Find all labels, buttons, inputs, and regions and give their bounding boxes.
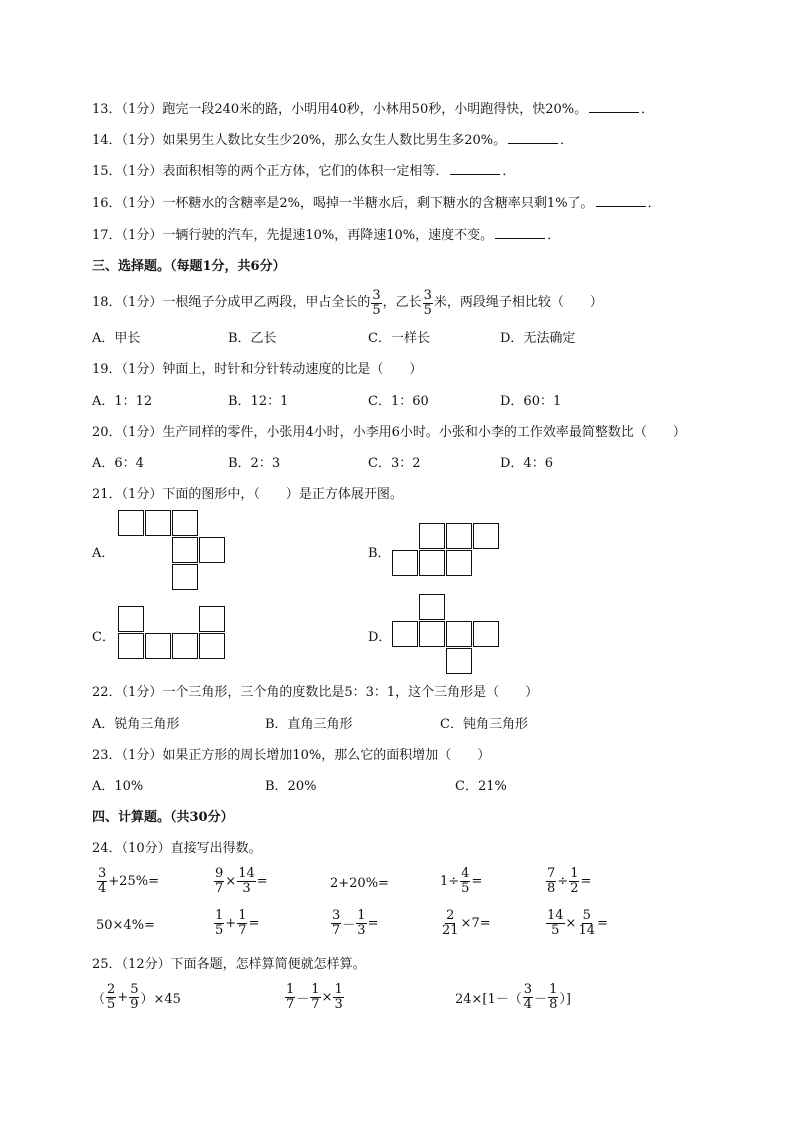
option-c[interactable]: C．1：60 <box>368 394 429 409</box>
answer-blank[interactable] <box>508 131 558 144</box>
answer-blank[interactable] <box>589 100 639 113</box>
fraction: $\frac{3}{5}$ <box>372 287 381 318</box>
option-a[interactable]: A．6：4 <box>92 456 144 471</box>
net-label-b[interactable]: B． <box>368 546 391 561</box>
section-3-heading: 三、选择题。（每题1分，共6分） <box>92 259 286 274</box>
fraction: $\frac{3}{5}$ <box>423 287 432 318</box>
question-21: 21．（1分）下面的图形中，（ ）是正方体展开图。 <box>92 487 403 502</box>
question-23: 23．（1分）如果正方形的周长增加10%，那么它的面积增加（ ） <box>92 748 491 763</box>
simplify-3: 24×[1－（ $\frac{3}{4}$ － $\frac{1}{8}$ ）] <box>455 982 571 1012</box>
net-label-d[interactable]: D． <box>368 630 392 645</box>
simplify-2: $\frac{1}{7}$ － $\frac{1}{7}$ × $\frac{1}{3}$ <box>286 982 343 1012</box>
calc-3: 2+20%= <box>330 876 389 891</box>
question-15: 15．（1分）表面积相等的两个正方体，它们的体积一定相等． ． <box>92 164 516 179</box>
option-a[interactable]: A．1：12 <box>92 394 153 409</box>
answer-blank[interactable] <box>596 194 646 207</box>
calc-8: $\frac{3}{7}$ － $\frac{1}{3}$ = <box>332 908 379 938</box>
calc-9: $\frac{2}{21}$ ×7= <box>442 908 491 938</box>
question-16: 16．（1分）一杯糖水的含糖率是2%，喝掉一半糖水后，剩下糖水的含糖率只剩1%了。 ． <box>92 196 661 211</box>
calc-10: $\frac{14}{5}$ × $\frac{5}{14}$ = <box>547 908 608 938</box>
question-14: 14．（1分）如果男生人数比女生少20%，那么女生人数比男生多20%。 ． <box>92 133 574 148</box>
calc-6: 50×4%= <box>96 918 155 933</box>
option-a[interactable]: A．10% <box>92 779 144 794</box>
cube-net-b[interactable] <box>392 523 502 579</box>
option-b[interactable]: B．12：1 <box>228 394 289 409</box>
question-25: 25．（12分）下面各题，怎样算简便就怎样算。 <box>92 957 366 972</box>
option-d[interactable]: D．60：1 <box>500 394 562 409</box>
option-d[interactable]: D．4：6 <box>500 456 553 471</box>
question-13: 13．（1分）跑完一段240米的路，小明用40秒，小林用50秒，小明跑得快，快20%。 ． <box>92 102 655 117</box>
question-17: 17．（1分）一辆行驶的汽车，先提速10%，再降速10%，速度不变。 ． <box>92 228 561 243</box>
option-b[interactable]: B．20% <box>265 779 317 794</box>
calc-4: 1÷ $\frac{4}{5}$ = <box>440 866 483 896</box>
cube-net-d[interactable] <box>392 594 502 676</box>
question-20: 20．（1分）生产同样的零件，小张用4小时，小李用6小时。小张和小李的工作效率最简整数比（ ） <box>92 425 686 440</box>
cube-net-c[interactable] <box>118 606 228 662</box>
calc-2: $\frac{9}{7}$ × $\frac{14}{3}$ = <box>215 866 268 896</box>
calc-7: $\frac{1}{5}$ + $\frac{1}{7}$ = <box>215 908 260 938</box>
option-b[interactable]: B．乙长 <box>228 331 277 346</box>
question-19: 19．（1分）钟面上，时针和分针转动速度的比是（ ） <box>92 362 423 377</box>
question-24: 24．（10分）直接写出得数。 <box>92 841 262 856</box>
question-18: 18．（1分）一根绳子分成甲乙两段，甲占全长的 $\frac{3}{5}$ ，乙长 $\frac{3}{5}$ 米，两段绳子相比较（ ） <box>92 287 603 318</box>
option-c[interactable]: C．21% <box>455 779 507 794</box>
option-b[interactable]: B．直角三角形 <box>265 717 353 732</box>
option-c[interactable]: C．钝角三角形 <box>440 717 528 732</box>
simplify-1: （ $\frac{2}{5}$ + $\frac{5}{9}$ ）×45 <box>92 982 181 1012</box>
net-label-c[interactable]: C． <box>92 630 115 645</box>
calc-1: $\frac{3}{4}$ +25%= <box>98 866 159 896</box>
option-c[interactable]: C．一样长 <box>368 331 430 346</box>
option-a[interactable]: A．甲长 <box>92 331 141 346</box>
calc-5: $\frac{7}{8}$ ÷ $\frac{1}{2}$ = <box>547 866 592 896</box>
option-d[interactable]: D．无法确定 <box>500 331 576 346</box>
question-22: 22．（1分）一个三角形，三个角的度数比是5：3：1，这个三角形是（ ） <box>92 685 539 700</box>
cube-net-a[interactable] <box>118 510 228 592</box>
option-b[interactable]: B．2：3 <box>228 456 281 471</box>
section-4-heading: 四、计算题。（共30分） <box>92 810 234 825</box>
net-label-a[interactable]: A． <box>92 546 115 561</box>
option-a[interactable]: A．锐角三角形 <box>92 717 180 732</box>
answer-blank[interactable] <box>495 226 545 239</box>
answer-blank[interactable] <box>450 162 500 175</box>
option-c[interactable]: C．3：2 <box>368 456 421 471</box>
